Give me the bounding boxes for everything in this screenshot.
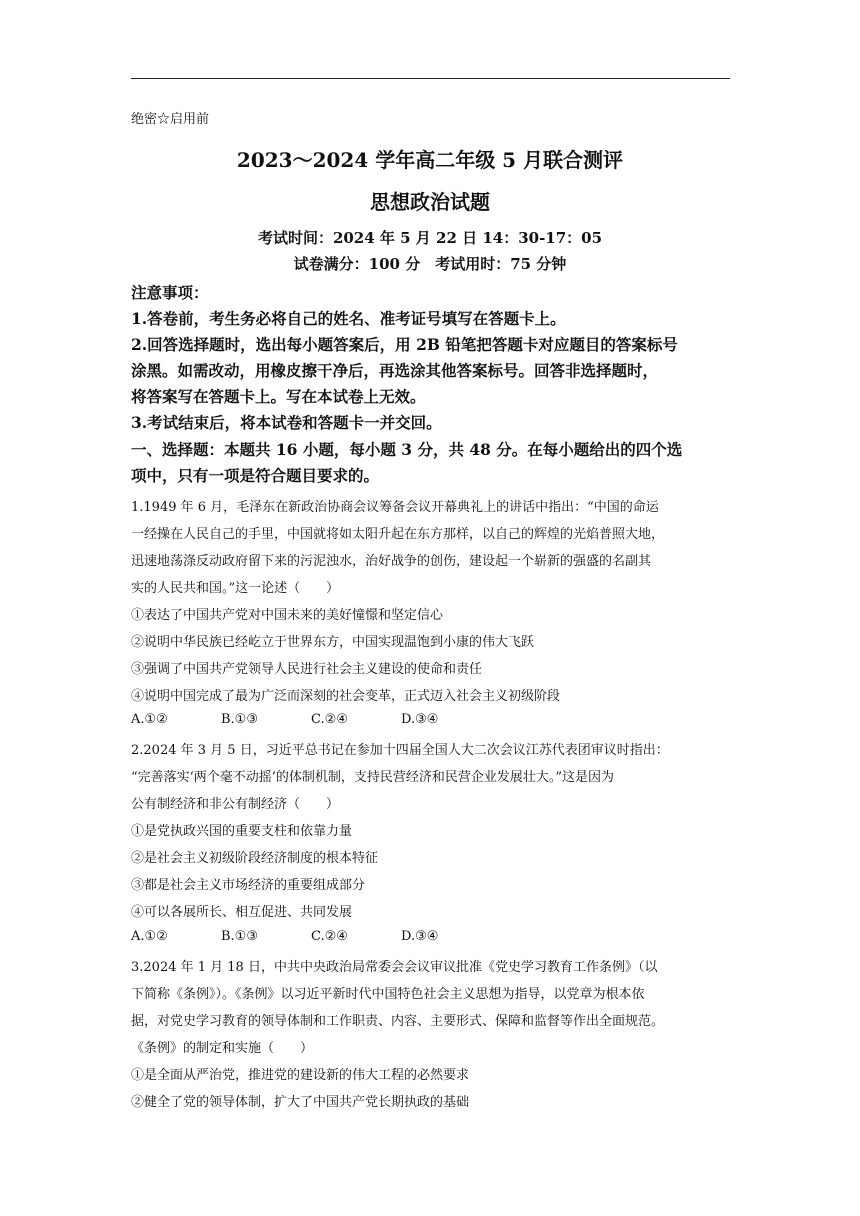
header-rule	[131, 78, 730, 79]
question-2-stem: 2.2024 年 3 月 5 日，习近平总书记在参加十四届全国人大二次会议江苏代表团审议时指出：	[131, 743, 669, 758]
notes-heading: 注意事项：	[131, 283, 209, 302]
option-c: C.②④	[311, 929, 348, 944]
subject-title: 思想政治试题	[370, 190, 490, 214]
question-2-options	[131, 929, 491, 944]
question-1-item: ①表达了中国共产党对中国未来的美好憧憬和坚定信心	[131, 608, 444, 623]
question-2-item: ②是社会主义初级阶段经济制度的根本特征	[131, 851, 379, 866]
question-2-item: ①是党执政兴国的重要支柱和依靠力量	[131, 824, 353, 839]
notes-line: 将答案写在答题卡上。写在本试卷上无效。	[131, 387, 426, 406]
section-heading: 一、选择题：本题共 16 小题，每小题 3 分，共 48 分。在每小题给出的四个选	[131, 440, 683, 459]
question-1-stem: 一经操在人民自己的手里，中国就将如太阳升起在东方那样，以自己的辉煌的光焰普照大地，	[131, 527, 665, 542]
question-2-stem: 公有制经济和非公有制经济（ ）	[131, 797, 340, 812]
question-3-stem: 下简称《条例》）。《条例》以习近平新时代中国特色社会主义思想为指导，以党章为根本依	[131, 987, 645, 1002]
question-2-item: ④可以各展所长、相互促进、共同发展	[131, 905, 353, 920]
confidential-mark: 绝密☆启用前	[131, 112, 210, 127]
question-3-stem: 据，对党史学习教育的领导体制和工作职责、内容、主要形式、保障和监督等作出全面规范。	[131, 1014, 665, 1029]
question-1-stem: 迅速地荡涤反动政府留下来的污泥浊水，治好战争的创伤，建设起一个崭新的强盛的名副其	[131, 554, 652, 569]
option-a: A.①②	[131, 929, 168, 944]
notes-line: 1.答卷前，考生务必将自己的姓名、准考证号填写在答题卡上。	[131, 309, 566, 328]
question-1-item: ②说明中华民族已经屹立于世界东方，中国实现温饱到小康的伟大飞跃	[131, 635, 535, 650]
question-1-options	[131, 712, 491, 727]
question-1-item: ③强调了中国共产党领导人民进行社会主义建设的使命和责任	[131, 662, 483, 677]
exam-time: 考试时间：2024 年 5 月 22 日 14：30-17：05	[257, 229, 603, 247]
question-3-stem: 3.2024 年 1 月 18 日，中共中央政治局常委会会议审议批准《党史学习教育工作条例》（以	[131, 960, 658, 975]
question-1-stem: 实的人民共和国。”这一论述（ ）	[131, 581, 340, 596]
question-2-stem: “完善落实‘两个毫不动摇’的体制机制，支持民营经济和民营企业发展壮大。”这是因为	[131, 770, 615, 785]
question-2-item: ③都是社会主义市场经济的重要组成部分	[131, 878, 366, 893]
notes-line: 涂黑。如需改动，用橡皮擦干净后，再选涂其他答案标号。回答非选择题时，	[131, 361, 659, 380]
notes-line: 3.考试结束后，将本试卷和答题卡一并交回。	[131, 413, 442, 432]
exam-title: 2023～2024 学年高二年级 5 月联合测评	[236, 148, 624, 172]
option-d: D.③④	[401, 929, 439, 944]
option-d: D.③④	[401, 712, 439, 727]
option-c: C.②④	[311, 712, 348, 727]
question-1-item: ④说明中国完成了最为广泛而深刻的社会变革，正式迈入社会主义初级阶段	[131, 689, 561, 704]
question-3-stem: 《条例》的制定和实施（ ）	[131, 1041, 314, 1056]
question-1-stem: 1.1949 年 6 月，毛泽东在新政治协商会议筹备会议开幕典礼上的讲话中指出：“中国的命运	[131, 500, 659, 515]
question-3-item: ②健全了党的领导体制，扩大了中国共产党长期执政的基础	[131, 1095, 470, 1110]
section-heading: 项中，只有一项是符合题目要求的。	[131, 466, 380, 485]
question-3-item: ①是全面从严治党，推进党的建设新的伟大工程的必然要求	[131, 1068, 470, 1083]
option-a: A.①②	[131, 712, 168, 727]
option-b: B.①③	[221, 712, 258, 727]
option-b: B.①③	[221, 929, 258, 944]
score-info: 试卷满分：100 分 考试用时：75 分钟	[293, 255, 567, 273]
notes-line: 2.回答选择题时，选出每小题答案后，用 2B 铅笔把答题卡对应题目的答案标号	[131, 335, 678, 354]
